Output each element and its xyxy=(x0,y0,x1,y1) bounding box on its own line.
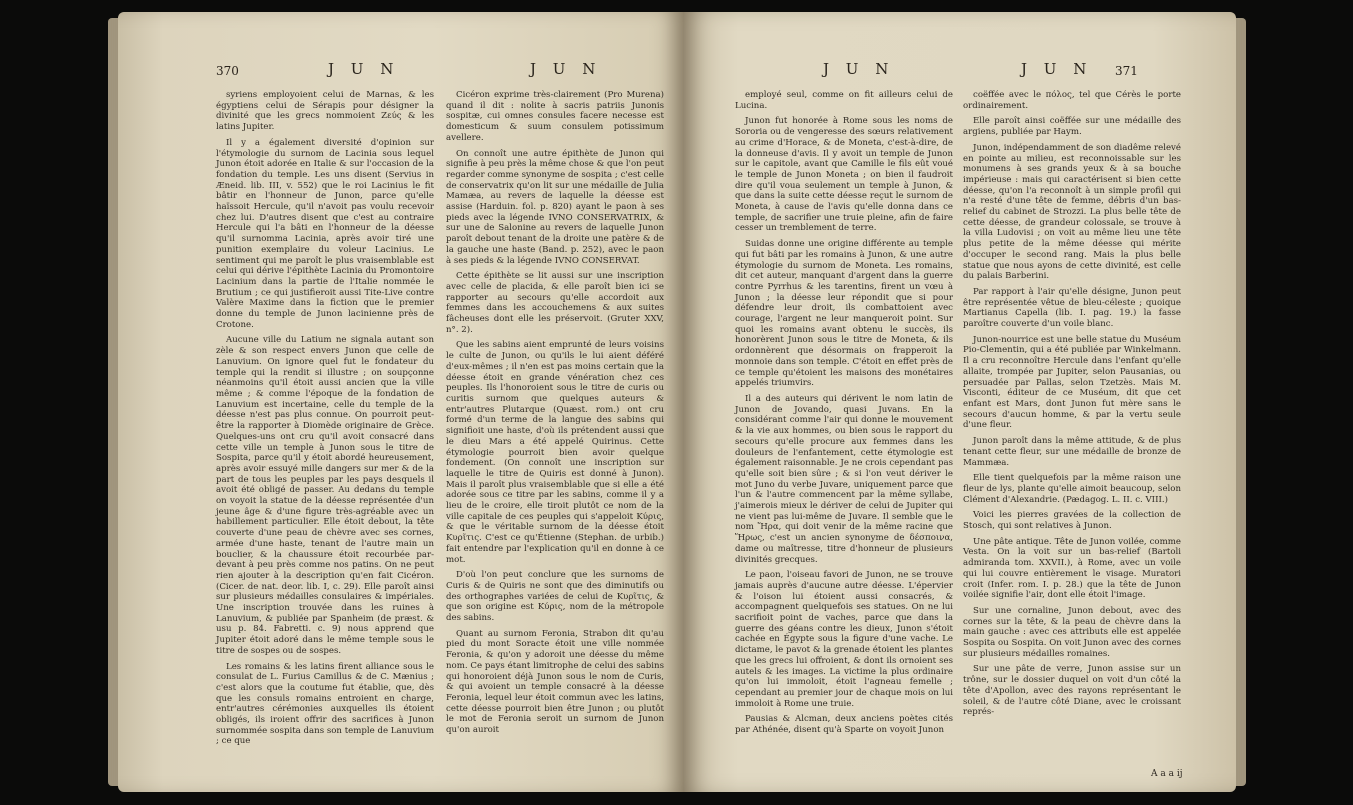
paragraph: Sur une cornaline, Junon debout, avec des cornes sur la tête, & la peau de chèvre dans la main gauche : avec ces attributs elle est appelée Sospita ou Sospita. On voit Junon avec des cornes sur plusieurs médailles romaines. xyxy=(963,605,1181,659)
paragraph: D'où l'on peut conclure que les surnoms de Curis & de Quiris ne sont que des diminutifs ou des orthographes variées de celui de Κυρῖτις, & que son origine est Κύρις, nom de la métropole des sabins. xyxy=(446,570,664,624)
paragraph: Elle paroît ainsi coëffée sur une médaille des argiens, publiée par Haym. xyxy=(963,116,1181,138)
running-head: J U N xyxy=(823,60,895,78)
paragraph: Cette épithète se lit aussi sur une inscription avec celle de placida, & elle paroît bien ici se rapporter au secours qu'elle accordoit aux femmes dans les accouchemens & aux suites fâcheuses dont elle les préservoit. (Gruter XXV, n°. 2). xyxy=(446,271,664,335)
paragraph: Junon, indépendamment de son diadême relevé en pointe au milieu, est reconnoissable sur les monumens à ses grands yeux & à sa bouche impérieuse : mais qui caractérisent si bien cette déesse, qu'on l'a reconnoît à un simple profil qui n'a resté d'une tête de femme, débris d'un bas-relief du cabinet de Strozzi. La plus belle tête de cette déesse, de grandeur colossale, se trouve à la villa Ludovisi ; on voit au même lieu une tête plus petite de la même déesse qui mérite d'occuper le second rang. Mais la plus belle statue que nous ayons de cette divinité, est celle du palais Barberini. xyxy=(963,142,1181,282)
paragraph: Junon-nourrice est une belle statue du Muséum Pio-Clementin, qui a été publiée par Winkelmann. Il a cru reconnoître Hercule dans l'enfant qu'elle allaite, trompée par Jupiter, selon Pausanias, ou persuadée par Pallas, selon Tzetzès. Mais M. Visconti, éditeur de ce Muséum, dit que cet enfant est Mars, dont Junon fut mère sans le secours d'aucun homme, & par la vertu seule d'une fleur. xyxy=(963,334,1181,431)
paragraph: Que les sabins aient emprunté de leurs voisins le culte de Junon, ou qu'ils le lui aient déféré d'eux-mêmes ; il n'en est pas moins certain que la déesse étoit en grande vénération chez ces peuples. Ils l'honoroient sous le titre de curis ou curitis surnom que quelques auteurs & entr'autres Plutarque (Quæst. rom.) ont cru formé d'un terme de la langue des sabins qui signifioit une haste, d'où ils prétendent aussi que le dieu Mars a été appelé Quirinus. Cette étymologie pourroit bien avoir quelque fondement. (On connoît une inscription sur laquelle le titre de Quiris est donné à Junon). Mais il paroît plus vraisemblable que si elle a été adorée sous ce titre par les sabins, comme il y a lieu de le croire, elle tiroit plutôt ce nom de la ville capitale de ces peuples qui s'appeloit Κύρις, & que le véritable surnom de la déesse étoit Κυρῖτις. C'est ce qu'Étienne (Stephan. de urbib.) fait entendre par l'explication qu'il en donne à ce mot. xyxy=(446,340,664,565)
page-number: 371 xyxy=(1115,64,1138,78)
paragraph: Les romains & les latins firent alliance sous le consulat de L. Furius Camillus & de C. Mænius ; c'est alors que la coutume fut établie, que, dès que les consuls romains entroient en charge, entr'autres cérémonies auxquelles ils étoient obligés, ils iroient offrir des sacrifices à Junon surnommée sospita dans son temple de Lanuvium ; ce que xyxy=(216,661,434,747)
paragraph: Il a des auteurs qui dérivent le nom latin de Junon de Jovando, quasi Juvans. En la considérant comme l'air qui donne le mouvement & la vie aux hommes, ou bien sous le rapport du secours qu'elle procure aux femmes dans les douleurs de l'enfantement, cette étymologie est également raisonnable. Je ne crois cependant pas qu'elle soit bien sûre ; & si l'on veut dériver le mot Juno du verbe Juvare, uniquement parce que l'un & l'autre commencent par la même syllabe, j'aimerois mieux le dériver de celui de Jupiter qui ne vient pas lui-même de Juvare. Il semble que le nom Ἥρα, qui doit venir de la même racine que Ἥρως, c'est un ancien synonyme de δέσποινα, dame ou maîtresse, titre d'honneur de plusieurs divinités grecques. xyxy=(735,393,953,565)
paragraph: On connoît une autre épithète de Junon qui signifie à peu près la même chose & que l'on peut regarder comme synonyme de sospita ; c'est celle de conservatrix qu'on lit sur une médaille de Julia Mamæa, au revers de laquelle la déesse est assise (Harduin. fol. p. 820) ayant le paon à ses pieds avec la légende IVNO CONSERVATRIX, & sur une de Salonine au revers de laquelle Junon paroît debout tenant de la droite une patère & de la gauche une haste (Band. p. 252), avec le paon à ses pieds & la légende IVNO CONSERVAT. xyxy=(446,148,664,266)
paragraph: Sur une pâte de verre, Junon assise sur un trône, sur le dossier duquel on voit d'un côté la tête d'Apollon, avec des rayons représentant le soleil, & de l'autre côté Diane, avec le croissant représ- xyxy=(963,664,1181,718)
text-column-2 xyxy=(963,90,1181,723)
paragraph: Il y a également diversité d'opinion sur l'étymologie du surnom de Lacinia sous lequel Junon étoit adorée en Italie & sur l'occasion de la fondation du temple. Les uns disent (Servius in Æneid. lib. III, v. 552) que le roi Lacinius le fit bâtir en l'honneur de Junon, parce qu'elle haïssoit Hercule, qu'il n'avoit pas voulu recevoir chez lui. D'autres disent que c'est au contraire Hercule qui l'a bâti en l'honneur de la déesse qu'il surnomma Lacinia, après avoir tiré une punition exemplaire du voleur Lacinius. Le sentiment qui me paroît le plus vraisemblable est celui qui dérive l'épithète Lacinia du Promontoire Lacinium dans la partie de l'Italie nommée le Brutium ; ce qui justifieroit aussi Tite-Live contre Valère Maxime dans la fiction que le premier donne du temple de Junon lacinienne près de Crotone. xyxy=(216,137,434,330)
paragraph: Cicéron exprime très-clairement (Pro Murena) quand il dit : nolite à sacris patriis Junonis sospitæ, cui omnes consules facere necesse est domesticum & suum consulem potissimum avellere. xyxy=(446,90,664,143)
page-number: 370 xyxy=(216,64,239,78)
paragraph: Junon paroît dans la même attitude, & de plus tenant cette fleur, sur une médaille de bronze de Mammæa. xyxy=(963,436,1181,468)
paragraph: Par rapport à l'air qu'elle désigne, Junon peut être représentée vêtue de bleu-céleste ; quoique Martianus Capella (lib. I. pag. 19.) la fasse paroître couverte d'un voile blanc. xyxy=(963,286,1181,330)
paragraph: Junon fut honorée à Rome sous les noms de Sororia ou de vengeresse des sœurs relativement au crime d'Horace, & de Moneta, c'est-à-dire, de la donneuse d'avis. Il y avoit un temple de Junon sur le capitole, avant que Camille le fils eût voué le temple de Junon Moneta ; on bien il faudroit dire qu'il voua seulement un temple à Junon, & que dans la suite cette déesse reçut le surnom de Moneta, à cause de l'avis qu'elle donna dans ce temple, de sacrifier une truie pleine, afin de faire cesser un tremblement de terre. xyxy=(735,116,953,234)
paragraph: Une pâte antique. Tête de Junon voilée, comme Vesta. On la voit sur un bas-relief (Bartoli admiranda tom. XXVII.), à Rome, avec un voile qui lui couvre entièrement le visage. Muratori croit (Infer. rom. I. p. 28.) que la tête de Junon voilée signifie l'air, dont elle étoit l'image. xyxy=(963,536,1181,601)
paragraph: Elle tient quelquefois par la même raison une fleur de lys, plante qu'elle aimoit beaucoup, selon Clément d'Alexandrie. (Pædagog. L. II. c. VIII.) xyxy=(963,473,1181,505)
right-page xyxy=(683,12,1236,792)
paragraph: Suidas donne une origine différente au temple qui fut bâti par les romains à Junon, & une autre étymologie du surnom de Moneta. Les romains, dit cet auteur, manquant d'argent dans la guerre contre Pyrrhus & les tarentins, firent un vœu à Junon ; la déesse leur répondit que si pour défendre leur droit, ils combattoient avec courage, l'argent ne leur manqueroit point. Sur quoi les romains avant obtenu le succès, ils honorèrent Junon sous le titre de Moneta, & ils ordonnèrent que désormais on frapperoit la monnoie dans son temple. C'étoit en effet près de ce temple qu'étoient les maisons des monétaires appelés triumvirs. xyxy=(735,239,953,389)
paragraph: Aucune ville du Latium ne signala autant son zèle & son respect envers Junon que celle de Lanuvium. On ignore quel fut le fondateur du temple qui la rendit si illustre ; on soupçonne néanmoins qu'il étoit aussi ancien que la ville même ; & comme l'époque de la fondation de Lanuvium est incertaine, celle du temple de la déesse n'est pas plus connue. On pourroit peut-être la rapporter à Diomède originaire de Grèce. Quelques-uns ont cru qu'il avoit consacré dans cette ville un temple à Junon sous le titre de Sospita, parce qu'il y étoit abordé heureusement, après avoir essuyé mille dangers sur mer & de la part de tous les peuples par les pays desquels il avoit été obligé de passer. Au dedans du temple on voyoit la statue de la déesse représentée d'un jeune âge & d'une figure très-agréable avec un habillement particulier. Elle étoit debout, la tête couverte d'une peau de chèvre avec ses cornes, armée d'une haste, tenant de l'autre main un bouclier, & la chaussure étoit recourbée par-devant à peu près comme nos patins. On ne peut rien ajouter à la description qu'en fait Cicéron. (Cicer. de nat. deor. lib. I, c. 29). Elle paroît ainsi sur plusieurs médailles consulaires & impériales. Une inscription trouvée dans les ruines à Lanuvium, & publiée par Spanheim (de præst. & usu p. 84. Fabretti. c. 9) nous apprend que Jupiter étoit adoré dans le même temple sous le titre de sospes ou de sospes. xyxy=(216,335,434,656)
running-head: J U N xyxy=(1021,60,1093,78)
text-column-2 xyxy=(446,90,664,741)
paragraph: Pausias & Alcman, deux anciens poètes cités par Athénée, disent qu'à Sparte on voyoit Junon xyxy=(735,714,953,736)
text-column-1 xyxy=(216,90,434,752)
running-head: J U N xyxy=(530,60,602,78)
paragraph: employé seul, comme on fit ailleurs celui de Lucina. xyxy=(735,90,953,111)
paragraph: Le paon, l'oiseau favori de Junon, ne se trouve jamais auprès d'aucune autre déesse. L'épervier & l'oison lui étoient aussi consacrés, & accompagnent quelquefois ses statues. On ne lui sacrifioit point de vaches, parce que dans la guerre des géans contre les dieux, Junon s'étoit cachée en Égypte sous la figure d'une vache. Le dictame, le pavot & la grenade étoient les plantes que les grecs lui offroient, & dont ils ornoient ses autels & les images. La victime la plus ordinaire qu'on lui immoloit, étoit l'agneau femelle ; cependant au premier jour de chaque mois on lui immoloit à Rome une truie. xyxy=(735,570,953,709)
paragraph: Voici les pierres gravées de la collection de Stosch, qui sont relatives à Junon. xyxy=(963,510,1181,532)
open-book xyxy=(118,12,1236,792)
text-column-1 xyxy=(735,90,953,741)
left-page xyxy=(118,12,683,792)
signature-mark: A a a ij xyxy=(1151,769,1183,779)
running-head: J U N xyxy=(328,60,400,78)
paragraph: syriens employoient celui de Marnas, & les égyptiens celui de Sérapis pour désigner la divinité que les grecs nommoient Ζεύς & les latins Jupiter. xyxy=(216,90,434,133)
paragraph: Quant au surnom Feronia, Strabon dit qu'au pied du mont Soracte étoit une ville nommée Feronia, & qu'on y adoroit une déesse du même nom. Ce pays étant limitrophe de celui des sabins qui honoroient déjà Junon sous le nom de Curis, & qui avoient un temple consacré à la déesse Feronia, lequel leur étoit commun avec les latins, cette déesse pourroit bien être Junon ; ou plutôt le mot de Feronia seroit un surnom de Junon qu'on auroit xyxy=(446,628,664,736)
paragraph: coëffée avec le πόλος, tel que Cérès le porte ordinairement. xyxy=(963,90,1181,111)
